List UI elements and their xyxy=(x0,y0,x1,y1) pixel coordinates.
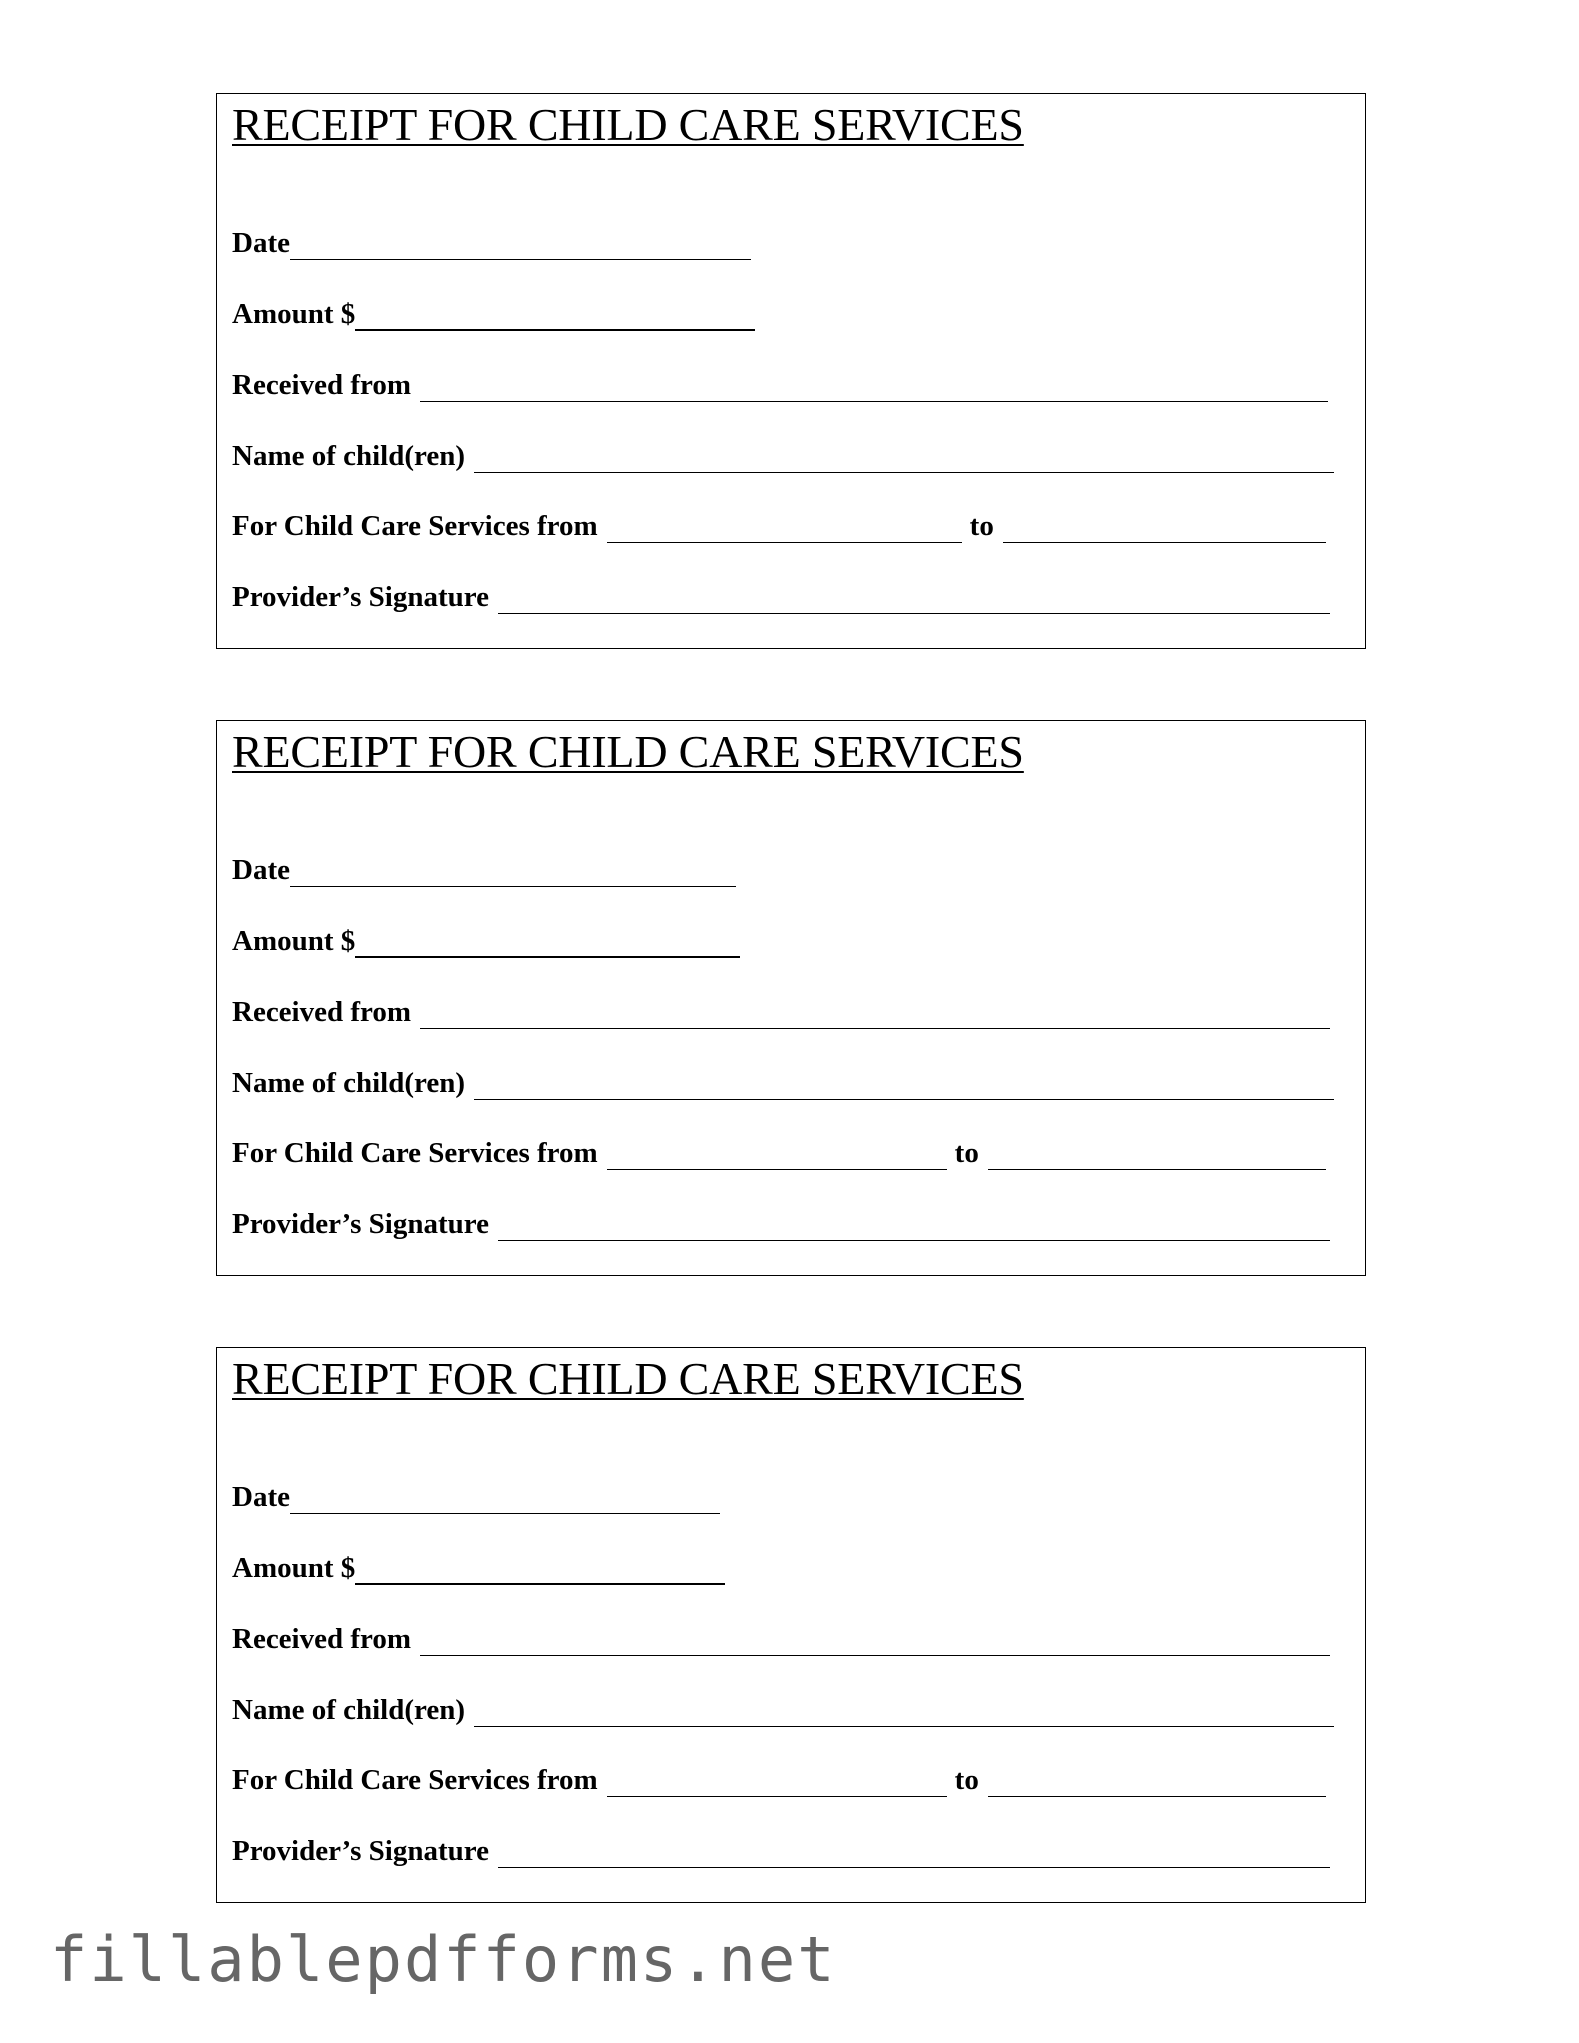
date-row xyxy=(232,849,736,889)
services-to-field[interactable] xyxy=(1003,542,1326,543)
date-row xyxy=(232,222,751,262)
services-to-label: to xyxy=(969,510,994,542)
children-label: Name of child(ren) xyxy=(232,1694,466,1726)
services-from-field[interactable] xyxy=(607,1796,947,1797)
date-label: Date xyxy=(232,854,290,886)
received-from-row xyxy=(232,364,1328,404)
received-from-row xyxy=(232,1618,1330,1658)
services-to-field[interactable] xyxy=(988,1169,1326,1170)
amount-field[interactable] xyxy=(355,1583,725,1585)
amount-row xyxy=(232,293,755,333)
received-from-row xyxy=(232,991,1330,1031)
services-from-field[interactable] xyxy=(607,542,962,543)
amount-row xyxy=(232,1547,725,1587)
receipt-1 xyxy=(216,93,1366,649)
children-field[interactable] xyxy=(474,472,1334,473)
signature-label: Provider’s Signature xyxy=(232,1208,489,1240)
date-label: Date xyxy=(232,1481,290,1513)
amount-label: Amount $ xyxy=(232,298,356,330)
signature-field[interactable] xyxy=(498,613,1330,614)
children-field[interactable] xyxy=(474,1099,1334,1100)
signature-row xyxy=(232,1830,1330,1870)
date-field[interactable] xyxy=(290,886,736,887)
services-to-label: to xyxy=(954,1137,979,1169)
signature-field[interactable] xyxy=(498,1867,1330,1868)
services-from-field[interactable] xyxy=(607,1169,947,1170)
receipt-title: RECEIPT FOR CHILD CARE SERVICES xyxy=(232,1353,1024,1404)
signature-row xyxy=(232,1203,1330,1243)
received-from-field[interactable] xyxy=(420,1655,1330,1656)
received-from-label: Received from xyxy=(232,1623,412,1655)
services-to-field[interactable] xyxy=(988,1796,1326,1797)
received-from-field[interactable] xyxy=(420,401,1328,402)
receipt-3 xyxy=(216,1347,1366,1903)
date-field[interactable] xyxy=(290,1513,720,1514)
signature-row xyxy=(232,576,1330,616)
receipt-title: RECEIPT FOR CHILD CARE SERVICES xyxy=(232,726,1024,777)
amount-field[interactable] xyxy=(355,329,755,331)
services-from-label: For Child Care Services from xyxy=(232,510,598,542)
date-field[interactable] xyxy=(290,259,751,260)
amount-label: Amount $ xyxy=(232,1552,356,1584)
amount-field[interactable] xyxy=(355,956,740,958)
amount-row xyxy=(232,920,740,960)
amount-label: Amount $ xyxy=(232,925,356,957)
watermark: fillablepdfforms.net xyxy=(50,1923,837,1996)
services-to-label: to xyxy=(954,1764,979,1796)
children-row xyxy=(232,1062,1334,1102)
services-from-label: For Child Care Services from xyxy=(232,1137,598,1169)
children-label: Name of child(ren) xyxy=(232,440,466,472)
services-row xyxy=(232,505,1326,545)
received-from-field[interactable] xyxy=(420,1028,1330,1029)
children-row xyxy=(232,435,1334,475)
received-from-label: Received from xyxy=(232,996,412,1028)
receipt-title: RECEIPT FOR CHILD CARE SERVICES xyxy=(232,99,1024,150)
date-row xyxy=(232,1476,720,1516)
children-field[interactable] xyxy=(474,1726,1334,1727)
services-row xyxy=(232,1759,1326,1799)
date-label: Date xyxy=(232,227,290,259)
children-label: Name of child(ren) xyxy=(232,1067,466,1099)
services-from-label: For Child Care Services from xyxy=(232,1764,598,1796)
children-row xyxy=(232,1689,1334,1729)
signature-label: Provider’s Signature xyxy=(232,1835,489,1867)
received-from-label: Received from xyxy=(232,369,412,401)
receipt-2 xyxy=(216,720,1366,1276)
services-row xyxy=(232,1132,1326,1172)
signature-field[interactable] xyxy=(498,1240,1330,1241)
signature-label: Provider’s Signature xyxy=(232,581,489,613)
